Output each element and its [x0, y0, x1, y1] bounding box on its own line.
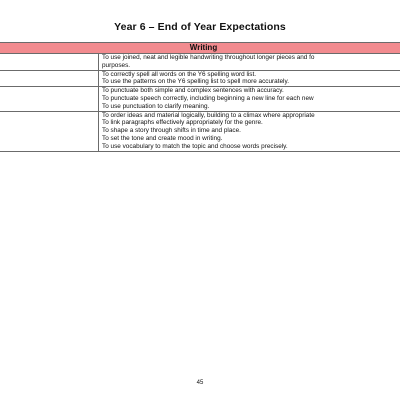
table-row: [0, 70, 400, 87]
expectation-line: To correctly spell all words on the Y6 spelling word list.: [102, 70, 257, 78]
expectations-table: [0, 42, 400, 152]
page-number: 45: [196, 380, 204, 386]
table-row: [0, 87, 400, 111]
row-label-cell: [0, 54, 99, 71]
table-row: [0, 54, 400, 71]
expectation-cell: [99, 87, 400, 111]
table-row: [0, 111, 400, 151]
expectation-line: To shape a story through shifts in time and place.: [102, 127, 241, 135]
expectation-line: To punctuate speech correctly, including beginning a new line for each new: [102, 94, 314, 102]
expectation-line: purposes.: [102, 61, 131, 69]
expectation-line: To order ideas and material logically, building to a climax where appropriate: [102, 111, 315, 119]
expectation-line: To set the tone and create mood in writing.: [102, 134, 223, 142]
row-label-cell: [0, 87, 99, 111]
expectation-cell: [99, 54, 400, 71]
expectation-line: To use the patterns on the Y6 spelling list to spell more accurately.: [102, 78, 289, 86]
expectation-line: To punctuate both simple and complex sentences with accuracy.: [102, 87, 284, 95]
page-title: Year 6 – End of Year Expectations: [114, 21, 286, 33]
table-header-row: [0, 43, 400, 54]
expectation-line: To use punctuation to clarify meaning.: [102, 102, 210, 110]
row-label-cell: [0, 111, 99, 151]
expectation-cell: [99, 111, 400, 151]
section-header-writing: Writing: [0, 43, 400, 54]
expectation-line: To use vocabulary to match the topic and choose words precisely.: [102, 142, 288, 150]
expectation-line: To use joined, neat and legible handwriting throughout longer pieces and fo: [102, 54, 315, 61]
expectation-cell: [99, 70, 400, 87]
expectation-line: To link paragraphs effectively appropriately for the genre.: [102, 119, 263, 127]
row-label-cell: [0, 70, 99, 87]
